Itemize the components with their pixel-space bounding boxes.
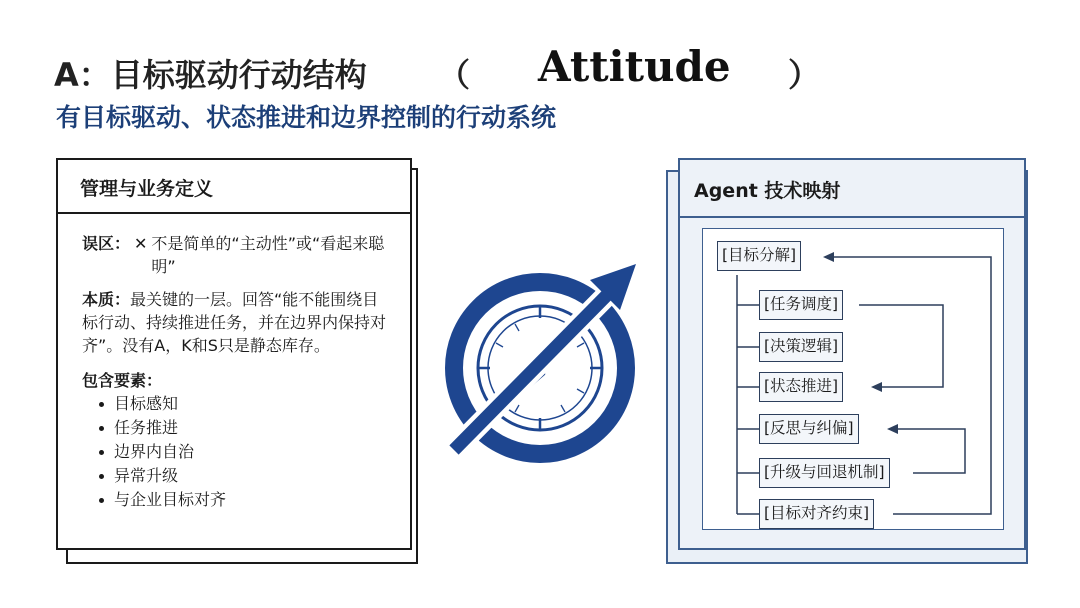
title-paren-open: （ xyxy=(438,56,471,94)
title-attitude: Attitude xyxy=(538,42,731,91)
cross-icon: ✕ xyxy=(134,234,148,253)
includes-list xyxy=(82,392,392,512)
business-definition-panel xyxy=(56,158,412,550)
compass-arrow-icon xyxy=(440,258,650,468)
agent-mapping-title: Agent 技术映射 xyxy=(680,160,1024,218)
business-definition-title: 管理与业务定义 xyxy=(58,160,410,214)
flow-node: [状态推进] xyxy=(759,372,843,402)
title-main: A：目标驱动行动结构 xyxy=(54,56,367,94)
misconception-label: 误区： xyxy=(82,234,131,253)
misconception-text: 不是简单的“主动性”或“看起来聪明” xyxy=(151,234,385,276)
essence-row xyxy=(82,288,392,357)
essence-label: 本质： xyxy=(82,290,131,309)
flow-node: [任务调度] xyxy=(759,290,843,320)
list-item: 异常升级 xyxy=(114,464,392,488)
misconception-row xyxy=(82,232,392,278)
agent-flow-diagram xyxy=(702,228,1004,530)
essence-text: 最关键的一层。回答“能不能围绕目标行动、持续推进任务，并在边界内保持对齐”。没有A，K和S只是静态库存。 xyxy=(82,290,387,355)
list-item: 任务推进 xyxy=(114,416,392,440)
includes-label: 包含要素： xyxy=(82,371,163,390)
business-definition-body xyxy=(58,214,410,512)
flow-node: [反思与纠偏] xyxy=(759,414,859,444)
list-item: 边界内自治 xyxy=(114,440,392,464)
page-title xyxy=(54,40,821,96)
flow-node: [决策逻辑] xyxy=(759,332,843,362)
list-item: 目标感知 xyxy=(114,392,392,416)
list-item: 与企业目标对齐 xyxy=(114,488,392,512)
flow-node: [目标分解] xyxy=(717,241,801,271)
title-paren-close: ） xyxy=(788,56,821,94)
agent-mapping-panel xyxy=(678,158,1026,550)
flow-node: [目标对齐约束] xyxy=(759,499,874,529)
flow-node: [升级与回退机制] xyxy=(759,458,890,488)
page-subtitle: 有目标驱动、状态推进和边界控制的行动系统 xyxy=(56,103,557,132)
